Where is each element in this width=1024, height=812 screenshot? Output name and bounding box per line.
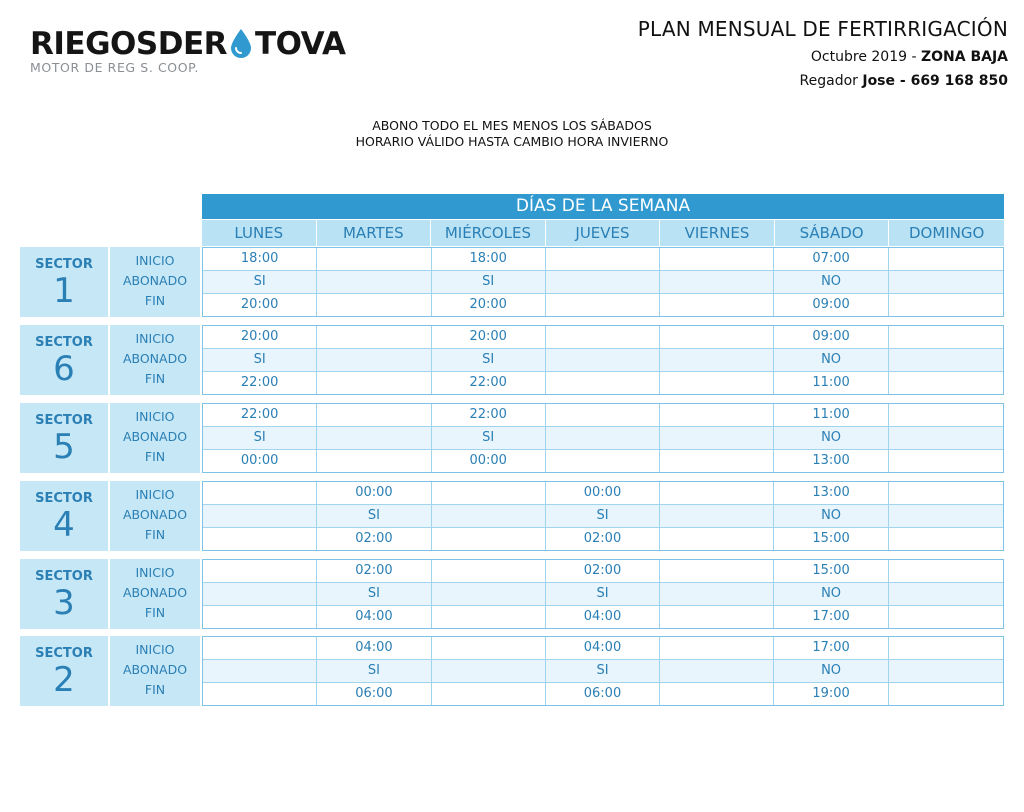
schedule-row-inicio bbox=[203, 404, 1003, 427]
schedule-cell bbox=[889, 248, 1003, 270]
schedule-cell bbox=[889, 294, 1003, 316]
schedule-cell: SI bbox=[546, 583, 660, 605]
schedule-cell bbox=[660, 294, 774, 316]
sector-block bbox=[20, 559, 1004, 629]
abonado-label: ABONADO bbox=[122, 273, 188, 288]
schedule-row-fin bbox=[203, 450, 1003, 472]
schedule-cell bbox=[660, 271, 774, 293]
abonado-label: ABONADO bbox=[122, 351, 188, 366]
sector-number: 1 bbox=[53, 271, 75, 311]
schedule-cell: 09:00 bbox=[774, 326, 888, 348]
schedule-cell: NO bbox=[774, 583, 888, 605]
schedule-cell bbox=[432, 583, 546, 605]
schedule-cell: SI bbox=[317, 505, 431, 527]
schedule-cell: 17:00 bbox=[774, 606, 888, 628]
schedule-cell: 18:00 bbox=[203, 248, 317, 270]
schedule-grid bbox=[202, 325, 1004, 395]
schedule-cell: NO bbox=[774, 427, 888, 449]
inicio-label: INICIO bbox=[135, 253, 175, 268]
schedule-cell bbox=[660, 326, 774, 348]
schedule-cell bbox=[317, 248, 431, 270]
sector-block bbox=[20, 481, 1004, 551]
schedule-cell bbox=[203, 660, 317, 682]
schedule-row-fin bbox=[203, 606, 1003, 628]
schedule-cell bbox=[317, 450, 431, 472]
schedule-cell: 11:00 bbox=[774, 372, 888, 394]
schedule-cell bbox=[889, 560, 1003, 582]
company-logo bbox=[30, 26, 360, 86]
day-header-friday: VIERNES bbox=[660, 220, 775, 246]
schedule-cell bbox=[432, 606, 546, 628]
schedule-cell bbox=[660, 583, 774, 605]
schedule-row-inicio bbox=[203, 248, 1003, 271]
schedule-cell bbox=[203, 637, 317, 659]
schedule-cell: 02:00 bbox=[317, 528, 431, 550]
month-label: Octubre 2019 - bbox=[810, 49, 917, 65]
schedule-cell bbox=[203, 528, 317, 550]
schedule-cell bbox=[432, 560, 546, 582]
sector-block bbox=[20, 636, 1004, 706]
schedule-cell: 06:00 bbox=[546, 683, 660, 705]
logo-word-left: RIEGOSDER bbox=[30, 26, 227, 62]
schedule-cell bbox=[432, 482, 546, 504]
schedule-cell bbox=[660, 505, 774, 527]
inicio-label: INICIO bbox=[135, 487, 175, 502]
schedule-cell: 02:00 bbox=[546, 528, 660, 550]
inicio-label: INICIO bbox=[135, 331, 175, 346]
inicio-label: INICIO bbox=[135, 642, 175, 657]
row-labels bbox=[110, 636, 200, 706]
schedule-cell: NO bbox=[774, 349, 888, 371]
schedule-cell bbox=[660, 404, 774, 426]
month-zone-line bbox=[638, 46, 1008, 68]
schedule-cell bbox=[889, 637, 1003, 659]
schedule-cell: 00:00 bbox=[317, 482, 431, 504]
schedule-cell: 06:00 bbox=[317, 683, 431, 705]
row-labels bbox=[110, 559, 200, 629]
abonado-label: ABONADO bbox=[122, 429, 188, 444]
schedule-cell bbox=[660, 660, 774, 682]
fin-label: FIN bbox=[144, 527, 166, 542]
abonado-label: ABONADO bbox=[122, 585, 188, 600]
schedule-cell: 20:00 bbox=[203, 326, 317, 348]
schedule-cell: SI bbox=[203, 271, 317, 293]
schedule-cell bbox=[203, 505, 317, 527]
fin-label: FIN bbox=[144, 682, 166, 697]
sector-label: SECTOR bbox=[35, 413, 93, 428]
fin-label: FIN bbox=[144, 293, 166, 308]
schedule-cell: SI bbox=[203, 349, 317, 371]
sector-label: SECTOR bbox=[35, 569, 93, 584]
schedule-cell: 02:00 bbox=[546, 560, 660, 582]
schedule-cell: 04:00 bbox=[546, 637, 660, 659]
sector-block bbox=[20, 403, 1004, 473]
schedule-cell bbox=[546, 349, 660, 371]
inicio-label: INICIO bbox=[135, 409, 175, 424]
schedule-grid bbox=[202, 559, 1004, 629]
sector-name bbox=[20, 481, 108, 551]
schedule-cell bbox=[889, 683, 1003, 705]
irrigator-label: Regador bbox=[799, 73, 858, 89]
row-labels bbox=[110, 481, 200, 551]
irrigator-name: Jose - 669 168 850 bbox=[862, 73, 1008, 89]
day-header-saturday: SÁBADO bbox=[775, 220, 890, 246]
sector-label: SECTOR bbox=[35, 335, 93, 350]
abonado-label: ABONADO bbox=[122, 507, 188, 522]
schedule-cell bbox=[889, 404, 1003, 426]
schedule-cell bbox=[889, 505, 1003, 527]
schedule-cell: 20:00 bbox=[432, 294, 546, 316]
sector-number: 2 bbox=[53, 660, 75, 700]
sector-block bbox=[20, 325, 1004, 395]
day-headers bbox=[202, 220, 1004, 246]
note-line-1: ABONO TODO EL MES MENOS LOS SÁBADOS bbox=[372, 118, 652, 133]
schedule-cell bbox=[889, 583, 1003, 605]
schedule-cell bbox=[889, 606, 1003, 628]
schedule-cell bbox=[660, 528, 774, 550]
schedule-cell: 13:00 bbox=[774, 482, 888, 504]
sector-name bbox=[20, 325, 108, 395]
fin-label: FIN bbox=[144, 605, 166, 620]
schedule-cell: 02:00 bbox=[317, 560, 431, 582]
page-title: PLAN MENSUAL DE FERTIRRIGACIÓN bbox=[637, 17, 1008, 41]
schedule-grid bbox=[202, 403, 1004, 473]
schedule-cell: 22:00 bbox=[432, 404, 546, 426]
schedule-cell: 11:00 bbox=[774, 404, 888, 426]
schedule-row-inicio bbox=[203, 560, 1003, 583]
schedule-cell bbox=[889, 528, 1003, 550]
schedule-cell: SI bbox=[432, 271, 546, 293]
schedule-cell bbox=[203, 606, 317, 628]
schedule-cell bbox=[546, 294, 660, 316]
schedule-cell bbox=[889, 427, 1003, 449]
schedule-row-fin bbox=[203, 294, 1003, 316]
schedule-cell bbox=[660, 372, 774, 394]
schedule-cell: SI bbox=[317, 583, 431, 605]
schedule-cell bbox=[660, 349, 774, 371]
schedule-cell: NO bbox=[774, 505, 888, 527]
schedule-cell: SI bbox=[432, 349, 546, 371]
schedule-grid bbox=[202, 481, 1004, 551]
schedule-cell bbox=[660, 450, 774, 472]
schedule-cell bbox=[546, 271, 660, 293]
sector-name bbox=[20, 247, 108, 317]
schedule-cell: 17:00 bbox=[774, 637, 888, 659]
schedule-cell bbox=[317, 326, 431, 348]
row-labels bbox=[110, 247, 200, 317]
schedule-cell bbox=[432, 683, 546, 705]
schedule-cell: 20:00 bbox=[432, 326, 546, 348]
schedule-row-abonado bbox=[203, 271, 1003, 294]
water-drop-icon bbox=[228, 28, 254, 60]
schedule-cell bbox=[546, 404, 660, 426]
schedule-cell: SI bbox=[203, 427, 317, 449]
abonado-label: ABONADO bbox=[122, 662, 188, 677]
schedule-cell: 04:00 bbox=[317, 606, 431, 628]
sector-number: 6 bbox=[53, 349, 75, 389]
schedule-cell bbox=[546, 248, 660, 270]
schedule-cell bbox=[889, 482, 1003, 504]
schedule-cell bbox=[660, 427, 774, 449]
sector-block bbox=[20, 247, 1004, 317]
schedule-cell bbox=[660, 482, 774, 504]
schedule-row-abonado bbox=[203, 583, 1003, 606]
schedule-cell: 22:00 bbox=[203, 372, 317, 394]
schedule-notes bbox=[0, 118, 1024, 150]
schedule-cell bbox=[546, 450, 660, 472]
schedule-cell bbox=[546, 326, 660, 348]
schedule-cell bbox=[432, 528, 546, 550]
schedule-cell: 00:00 bbox=[546, 482, 660, 504]
schedule-cell bbox=[889, 271, 1003, 293]
schedule-cell: 07:00 bbox=[774, 248, 888, 270]
schedule-cell bbox=[203, 560, 317, 582]
schedule-cell bbox=[660, 683, 774, 705]
schedule-cell bbox=[660, 637, 774, 659]
logo-subtitle: MOTOR DE REG S. COOP. bbox=[30, 60, 199, 75]
sector-name bbox=[20, 403, 108, 473]
schedule-cell: NO bbox=[774, 271, 888, 293]
irrigator-line bbox=[638, 70, 1008, 92]
day-header-thursday: JUEVES bbox=[546, 220, 661, 246]
schedule-cell: 09:00 bbox=[774, 294, 888, 316]
zone-label: ZONA BAJA bbox=[920, 49, 1008, 65]
schedule-cell: SI bbox=[317, 660, 431, 682]
schedule-cell: 22:00 bbox=[203, 404, 317, 426]
header-title-block bbox=[638, 14, 1008, 92]
sector-name bbox=[20, 636, 108, 706]
schedule-cell bbox=[660, 560, 774, 582]
schedule-row-fin bbox=[203, 372, 1003, 394]
schedule-cell: NO bbox=[774, 660, 888, 682]
day-header-tuesday: MARTES bbox=[317, 220, 432, 246]
schedule-cell bbox=[889, 372, 1003, 394]
sector-number: 4 bbox=[53, 505, 75, 545]
schedule-cell bbox=[660, 248, 774, 270]
schedule-cell bbox=[432, 660, 546, 682]
schedule-cell: 15:00 bbox=[774, 560, 888, 582]
day-header-sunday: DOMINGO bbox=[889, 220, 1004, 246]
schedule-row-inicio bbox=[203, 482, 1003, 505]
sector-label: SECTOR bbox=[35, 257, 93, 272]
schedule-cell bbox=[203, 683, 317, 705]
row-labels bbox=[110, 325, 200, 395]
schedule-row-inicio bbox=[203, 637, 1003, 660]
sector-number: 5 bbox=[53, 427, 75, 467]
fin-label: FIN bbox=[144, 371, 166, 386]
note-line-2: HORARIO VÁLIDO HASTA CAMBIO HORA INVIERNO bbox=[355, 134, 669, 149]
schedule-cell bbox=[317, 372, 431, 394]
schedule-row-abonado bbox=[203, 349, 1003, 372]
sector-label: SECTOR bbox=[35, 491, 93, 506]
schedule-cell bbox=[660, 606, 774, 628]
schedule-cell: 04:00 bbox=[317, 637, 431, 659]
schedule-cell bbox=[203, 583, 317, 605]
schedule-cell: 15:00 bbox=[774, 528, 888, 550]
schedule-cell bbox=[889, 326, 1003, 348]
schedule-cell bbox=[317, 349, 431, 371]
logo-wordmark bbox=[30, 26, 360, 62]
schedule-cell bbox=[317, 404, 431, 426]
schedule-cell bbox=[889, 450, 1003, 472]
schedule-cell: 13:00 bbox=[774, 450, 888, 472]
schedule-cell bbox=[317, 294, 431, 316]
schedule-cell: 20:00 bbox=[203, 294, 317, 316]
schedule-cell bbox=[889, 660, 1003, 682]
schedule-cell: 19:00 bbox=[774, 683, 888, 705]
sector-label: SECTOR bbox=[35, 646, 93, 661]
schedule-cell: SI bbox=[546, 660, 660, 682]
schedule-cell: SI bbox=[432, 427, 546, 449]
sector-name bbox=[20, 559, 108, 629]
schedule-row-abonado bbox=[203, 427, 1003, 450]
schedule-cell: 18:00 bbox=[432, 248, 546, 270]
day-header-monday: LUNES bbox=[202, 220, 317, 246]
schedule-cell: 22:00 bbox=[432, 372, 546, 394]
schedule-cell bbox=[432, 637, 546, 659]
row-labels bbox=[110, 403, 200, 473]
schedule-cell: 00:00 bbox=[203, 450, 317, 472]
schedule-cell: 04:00 bbox=[546, 606, 660, 628]
schedule-row-inicio bbox=[203, 326, 1003, 349]
schedule-cell bbox=[203, 482, 317, 504]
fin-label: FIN bbox=[144, 449, 166, 464]
sector-number: 3 bbox=[53, 583, 75, 623]
day-header-wednesday: MIÉRCOLES bbox=[431, 220, 546, 246]
days-of-week-banner: DÍAS DE LA SEMANA bbox=[202, 194, 1004, 219]
logo-word-right: TOVA bbox=[255, 26, 346, 62]
schedule-cell: SI bbox=[546, 505, 660, 527]
schedule-cell bbox=[546, 372, 660, 394]
schedule-row-abonado bbox=[203, 505, 1003, 528]
schedule-cell bbox=[546, 427, 660, 449]
schedule-row-fin bbox=[203, 683, 1003, 705]
schedule-cell: 00:00 bbox=[432, 450, 546, 472]
schedule-row-abonado bbox=[203, 660, 1003, 683]
schedule-cell bbox=[317, 427, 431, 449]
inicio-label: INICIO bbox=[135, 565, 175, 580]
schedule-cell bbox=[317, 271, 431, 293]
schedule-row-fin bbox=[203, 528, 1003, 550]
schedule-cell bbox=[432, 505, 546, 527]
schedule-grid bbox=[202, 247, 1004, 317]
schedule-grid bbox=[202, 636, 1004, 706]
schedule-cell bbox=[889, 349, 1003, 371]
